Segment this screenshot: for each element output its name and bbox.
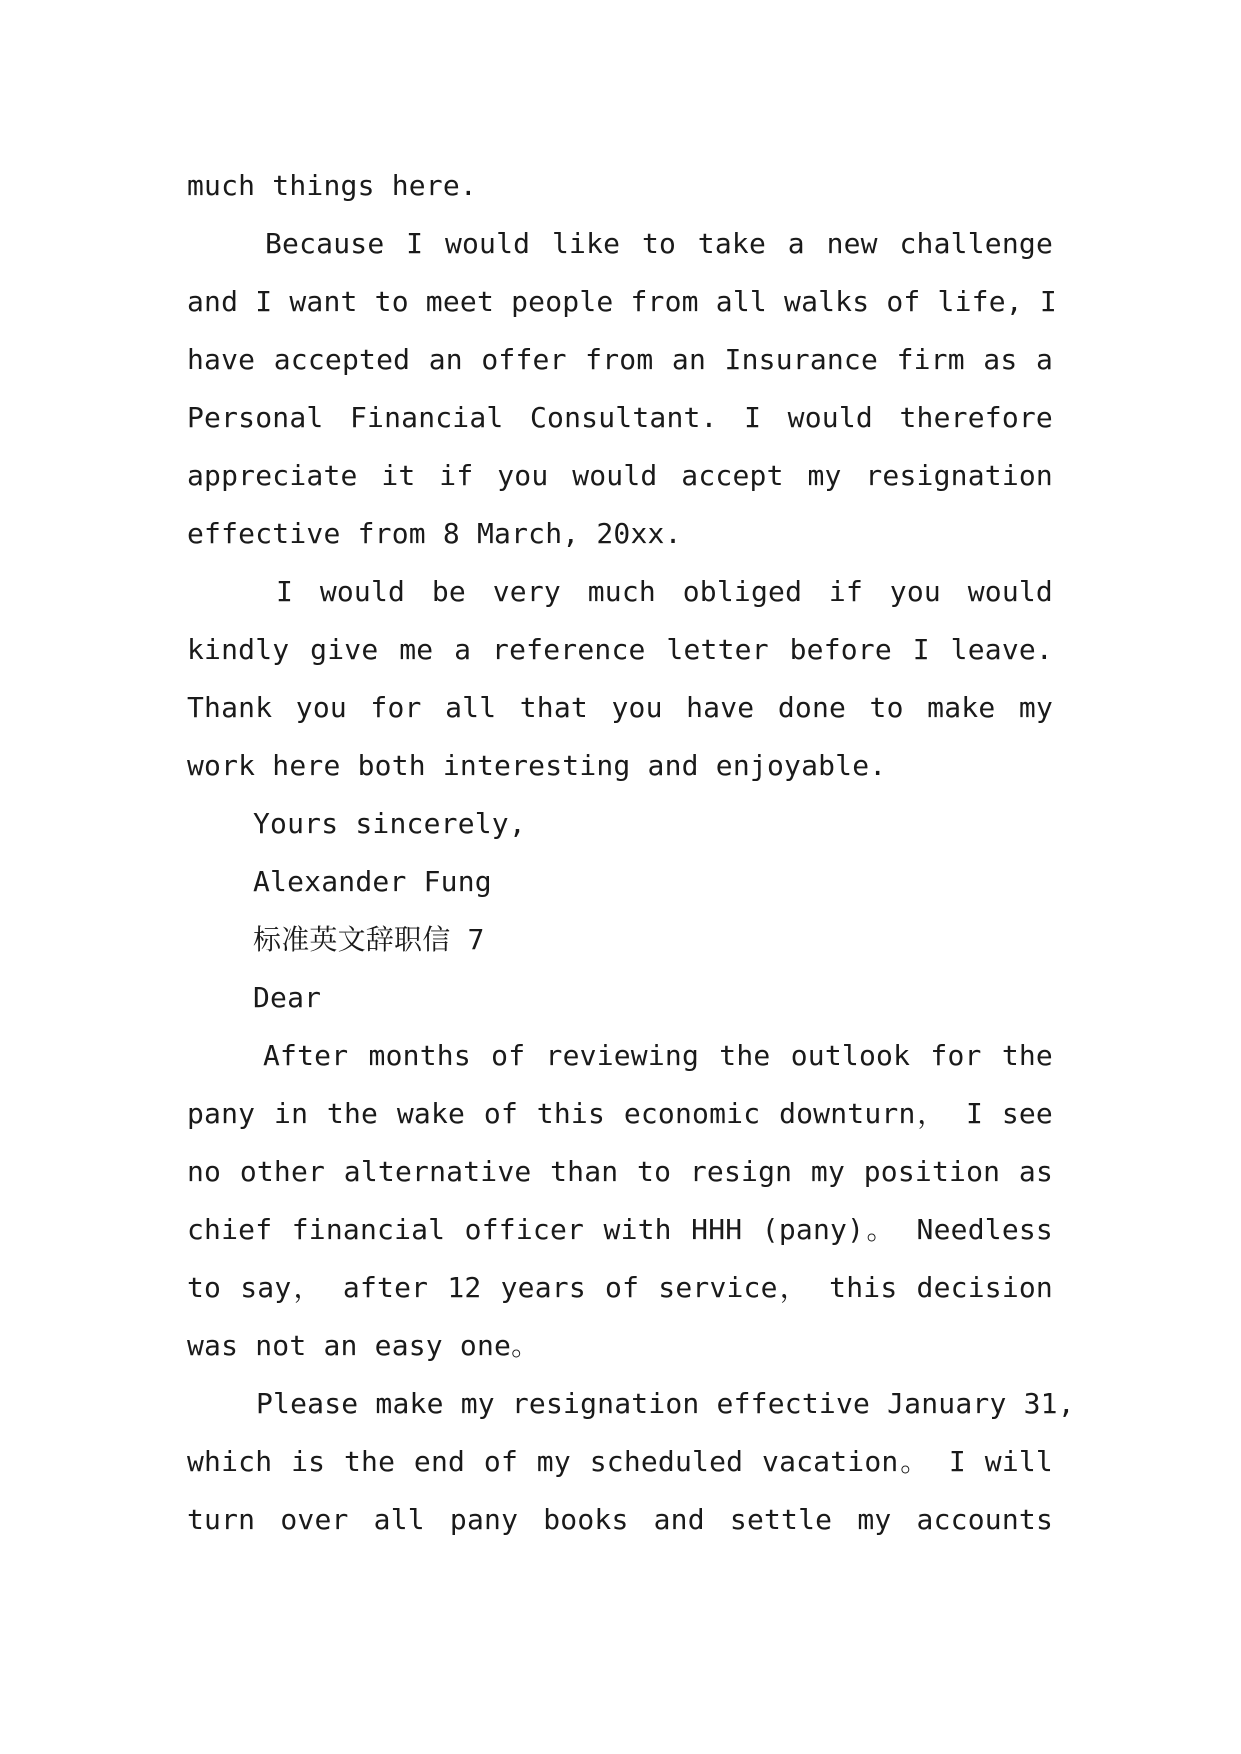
text-line: which is the end of my scheduled vacation。 I will bbox=[187, 1445, 1053, 1478]
text-line: effective from 8 March, 20xx. bbox=[187, 517, 682, 550]
text-line: work here both interesting and enjoyable. bbox=[187, 749, 887, 782]
text-line: was not an easy one。 bbox=[187, 1329, 540, 1362]
text-line: to say， after 12 years of service， this decision bbox=[187, 1271, 1053, 1304]
paragraph-first-line: Because I would like to take a new challenge bbox=[265, 227, 1053, 260]
text-line: pany in the wake of this economic downturn， I see bbox=[187, 1097, 1053, 1130]
paragraph-first-line: I would be very much obliged if you would bbox=[276, 575, 1053, 608]
paragraph-first-line: After months of reviewing the outlook for the bbox=[263, 1039, 1053, 1072]
paragraph-first-line: Please make my resignation effective January 31, bbox=[256, 1387, 1075, 1420]
signature-name: Alexander Fung bbox=[253, 865, 492, 898]
text-line: and I want to meet people from all walks of life, I bbox=[187, 285, 1057, 318]
section-heading: 标准英文辞职信 7 bbox=[253, 923, 485, 956]
text-line: no other alternative than to resign my position as bbox=[187, 1155, 1053, 1188]
text-line: chief financial officer with HHH (pany)。 Needless bbox=[187, 1213, 1053, 1246]
salutation: Dear bbox=[253, 981, 322, 1014]
text-line: Thank you for all that you have done to make my bbox=[187, 691, 1053, 724]
text-line: Personal Financial Consultant. I would therefore bbox=[187, 401, 1053, 434]
text-line: turn over all pany books and settle my accounts bbox=[187, 1503, 1053, 1536]
closing-line: Yours sincerely, bbox=[253, 807, 526, 840]
text-line: have accepted an offer from an Insurance firm as a bbox=[187, 343, 1053, 376]
text-line: appreciate it if you would accept my resignation bbox=[187, 459, 1053, 492]
text-line: much things here. bbox=[187, 169, 477, 202]
text-line: kindly give me a reference letter before I leave. bbox=[187, 633, 1053, 666]
